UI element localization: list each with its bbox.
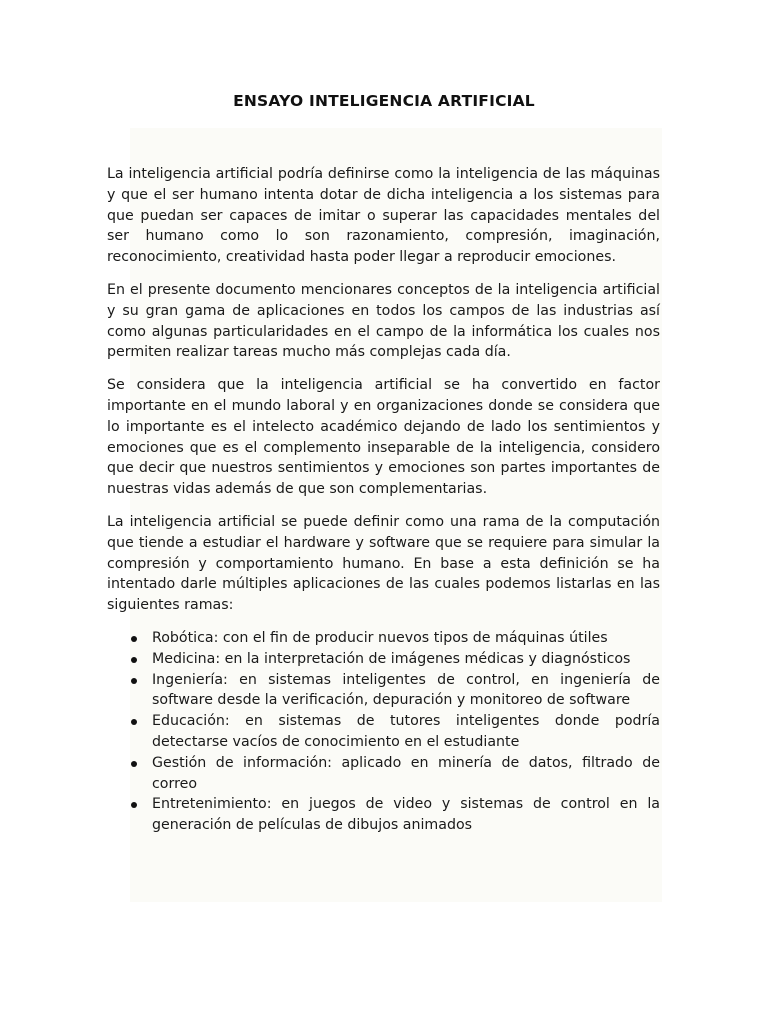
page-title: ENSAYO INTELIGENCIA ARTIFICIAL bbox=[233, 92, 535, 110]
list-item-text: Robótica: con el fin de producir nuevos tipos de máquinas útiles bbox=[152, 629, 608, 646]
bullet-icon bbox=[131, 802, 137, 808]
bullet-icon bbox=[131, 636, 137, 642]
paragraph-2: En el presente documento mencionares conceptos de la inteligencia artificial y su gran gama de aplicaciones en todos los campos de las industrias así como algunas particularidades en el campo de la informática los cuales nos permiten realizar tareas mucho más complejas cada día. bbox=[107, 281, 660, 361]
paragraph-1: La inteligencia artificial podría definirse como la inteligencia de las máquinas y que el ser humano intenta dotar de dicha inteligencia a los sistemas para que puedan ser capaces de imitar o superar las capacidades mentales del ser humano como lo son razonamiento, compresión, imaginación, reconocimiento, creatividad hasta poder llegar a reproducir emociones. bbox=[107, 166, 660, 266]
list-item-text: Entretenimiento: en juegos de video y sistemas de control en la generación de películas de dibujos animados bbox=[152, 796, 660, 834]
list-item bbox=[152, 670, 660, 712]
list-item-text: Educación: en sistemas de tutores inteligentes donde podría detectarse vacíos de conocimiento en el estudiante bbox=[152, 713, 660, 750]
bullet-icon bbox=[131, 761, 137, 767]
paragraph-3: Se considera que la inteligencia artificial se ha convertido en factor importante en el mundo laboral y en organizaciones donde se considera que lo importante es el intelecto académico dejando de lado los sentimientos y emociones que es el complemento inseparable de la inteligencia, considero que decir que nuestros sentimientos y emociones son partes importantes de nuestras vidas además de que son complementarias. bbox=[107, 377, 660, 498]
list-item bbox=[152, 794, 660, 836]
bullet-icon bbox=[131, 678, 137, 684]
list-item bbox=[152, 649, 660, 670]
list-item-text: Gestión de información: aplicado en minería de datos, filtrado de correo bbox=[152, 754, 660, 792]
list-item bbox=[152, 628, 660, 649]
list-item bbox=[152, 711, 660, 753]
list-item bbox=[152, 753, 660, 795]
document-body bbox=[107, 164, 660, 836]
bullet-icon bbox=[131, 657, 137, 663]
paragraph-4: La inteligencia artificial se puede definir como una rama de la computación que tiende a estudiar el hardware y software que se requiere para simular la compresión y comportamiento humano. En base a esta definición se ha intentado darle múltiples aplicaciones de las cuales podemos listarlas en las siguientes ramas: bbox=[107, 513, 660, 614]
applications-list bbox=[107, 628, 660, 836]
list-item-text: Ingeniería: en sistemas inteligentes de control, en ingeniería de software desde la verificación, depuración y monitoreo de software bbox=[152, 671, 660, 709]
list-item-text: Medicina: en la interpretación de imágenes médicas y diagnósticos bbox=[152, 650, 631, 667]
bullet-icon bbox=[131, 719, 137, 725]
